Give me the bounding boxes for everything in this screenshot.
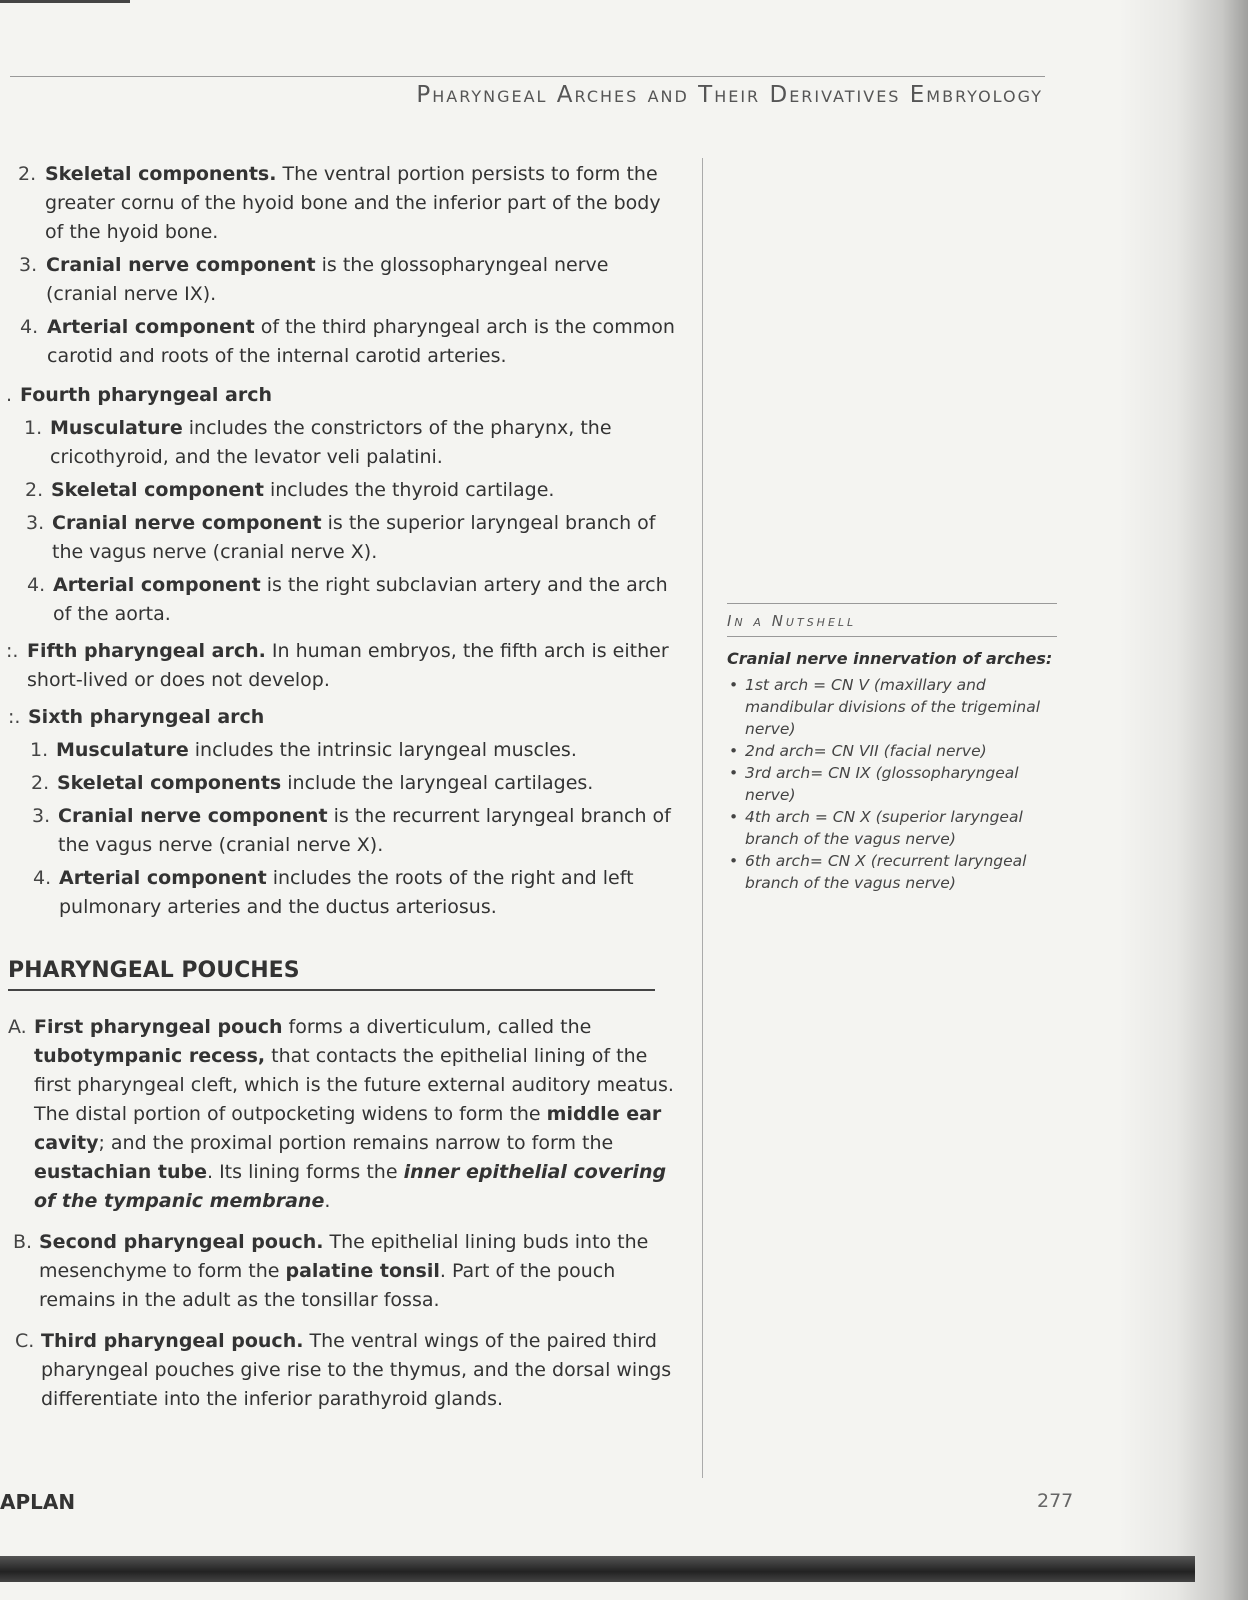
list-item: • 2nd arch= CN VII (facial nerve) <box>727 740 1057 762</box>
pouch-paragraph-a: A. First pharyngeal pouch forms a diverticulum, called the tubotympanic recess, that contacts the epithelial lining of the first pharyngeal cleft, which is the future external auditory meatus. The distal portion of outpocketing widens to form the middle ear cavity; and the proximal portion remains narrow to form the eustachian tube. Its lining forms the inner epithelial covering of the tympanic membrane. <box>8 1016 674 1212</box>
publisher-logo-text: APLAN <box>0 1490 76 1514</box>
list-item: 3. Cranial nerve component is the superior laryngeal branch of the vagus nerve (cranial nerve X). <box>26 512 656 563</box>
sidebar-heading: Cranial nerve innervation of arches: <box>727 649 1053 668</box>
list-item: 3. Cranial nerve component is the recurrent laryngeal branch of the vagus nerve (cranial nerve X). <box>32 805 671 856</box>
list-item: 4. Arterial component is the right subclavian artery and the arch of the aorta. <box>27 574 668 625</box>
section-title-pharyngeal-pouches: PHARYNGEAL POUCHES <box>8 956 655 991</box>
pouch-paragraph-c: C. Third pharyngeal pouch. The ventral wings of the paired third pharyngeal pouches give rise to the thymus, and the dorsal wings differentiate into the inferior parathyroid glands. <box>15 1330 672 1410</box>
list-item: 2. Skeletal components include the laryngeal cartilages. <box>31 772 594 794</box>
in-a-nutshell-box <box>727 603 1057 894</box>
page-number: 277 <box>1037 1490 1074 1512</box>
pouch-paragraph-b: B. Second pharyngeal pouch. The epithelial lining buds into the mesenchyme to form the palatine tonsil. Part of the pouch remains in the adult as the tonsillar fossa. <box>13 1231 649 1311</box>
fourth-arch-heading: . Fourth pharyngeal arch <box>6 384 273 406</box>
list-item: 4. Arterial component includes the roots of the right and left pulmonary arteries and the ductus arteriosus. <box>33 867 634 918</box>
page-gutter-shadow <box>1118 0 1248 1600</box>
list-item: 2. Skeletal components. The ventral portion persists to form the greater cornu of the hyoid bone and the inferior part of the body of the hyoid bone. <box>18 163 661 243</box>
list-item: • 1st arch = CN V (maxillary and mandibular divisions of the trigeminal nerve) <box>727 674 1057 740</box>
main-column <box>0 160 675 1418</box>
list-item: • 4th arch = CN X (superior laryngeal branch of the vagus nerve) <box>727 806 1057 850</box>
fifth-arch-paragraph: :. Fifth pharyngeal arch. In human embryos, the fifth arch is either short-lived or does not develop. <box>6 640 669 691</box>
list-item: 3. Cranial nerve component is the glossopharyngeal nerve (cranial nerve IX). <box>19 254 609 305</box>
header-rule <box>10 76 1045 77</box>
sidebar-title-rule <box>727 636 1057 637</box>
sixth-arch-heading: :. Sixth pharyngeal arch <box>8 706 265 728</box>
list-item: • 3rd arch= CN IX (glossopharyngeal nerve) <box>727 762 1057 806</box>
sidebar-title: In a Nutshell <box>727 612 857 630</box>
bottom-edge-band <box>0 1556 1195 1582</box>
sidebar-list <box>727 674 1057 894</box>
top-edge-mark <box>0 0 130 3</box>
column-divider <box>702 158 703 1478</box>
list-item: 4. Arterial component of the third pharyngeal arch is the common carotid and roots of the internal carotid arteries. <box>20 316 675 367</box>
list-item: • 6th arch= CN X (recurrent laryngeal branch of the vagus nerve) <box>727 850 1057 894</box>
list-item: 1. Musculature includes the intrinsic laryngeal muscles. <box>30 739 577 761</box>
list-item: 2. Skeletal component includes the thyroid cartilage. <box>25 479 555 501</box>
running-head: Pharyngeal Arches and Their Derivatives Embryology <box>416 82 1043 108</box>
list-item: 1. Musculature includes the constrictors of the pharynx, the cricothyroid, and the levator veli palatini. <box>24 417 612 468</box>
